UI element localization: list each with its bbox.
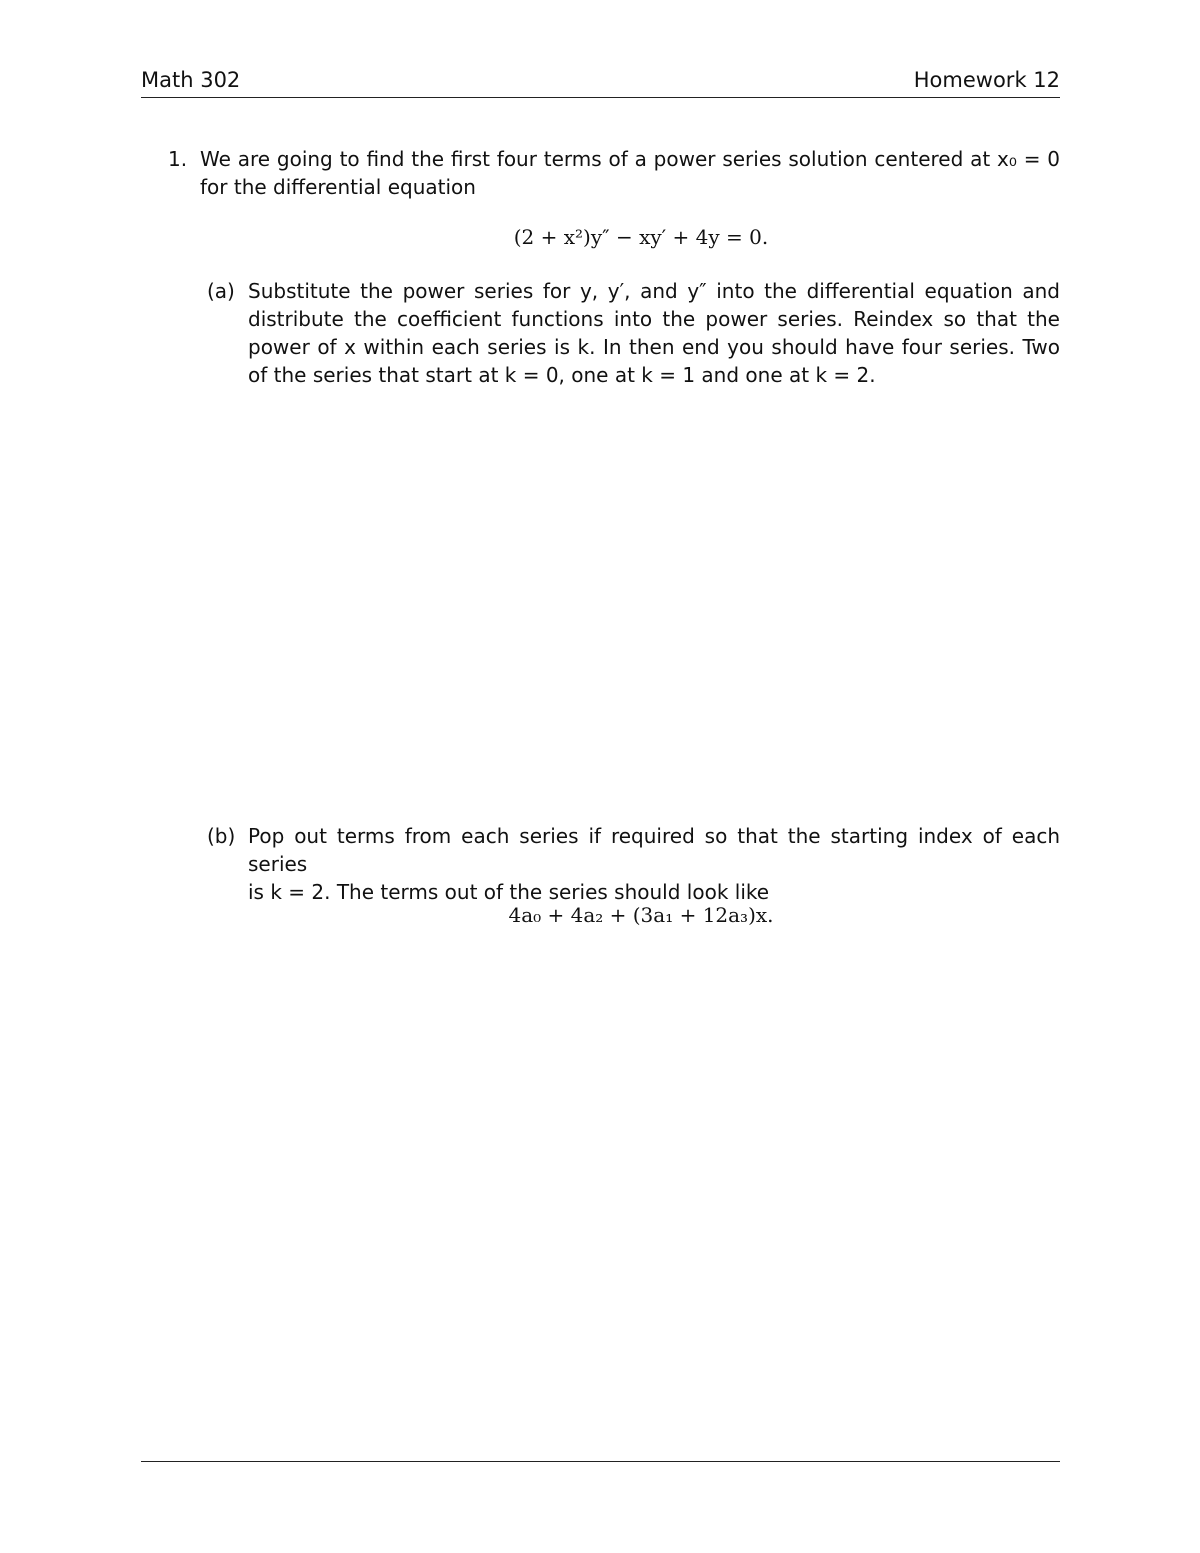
problem-number: 1. [168,147,188,171]
footer-rule [141,1461,1060,1462]
terms-expression: 4a₀ + 4a₂ + (3a₁ + 12a₃)x. [508,903,774,927]
header-rule [141,97,1060,98]
stem-line-2: for the differential equation [200,175,476,199]
part-b-label: (b) [207,824,236,848]
part-b-text [248,822,1060,906]
course-title: Math 302 [141,68,241,92]
part-a-line-4: of the series that start at k = 0, one at k = 1 and one at k = 2. [248,363,876,387]
stem-line-1: We are going to find the first four terms of a power series solution centered at x₀ = 0 [200,147,1060,171]
part-a-text [248,277,1060,389]
differential-equation: (2 + x²)y″ − xy′ + 4y = 0. [513,225,769,249]
page-header [141,68,1060,96]
part-a-line-3: power of x within each series is k. In then end you should have four series. Two [248,335,1060,359]
problem-stem [200,145,1060,201]
assignment-title: Homework 12 [913,68,1060,92]
part-b-line-2: is k = 2. The terms out of the series should look like [248,880,770,904]
part-b-line-1: Pop out terms from each series if required so that the starting index of each series [248,824,1060,876]
part-a-line-2: distribute the coefficient functions into the power series. Reindex so that the [248,307,1060,331]
part-a-line-1: Substitute the power series for y, y′, and y″ into the differential equation and [248,279,1060,303]
part-a-label: (a) [207,279,235,303]
